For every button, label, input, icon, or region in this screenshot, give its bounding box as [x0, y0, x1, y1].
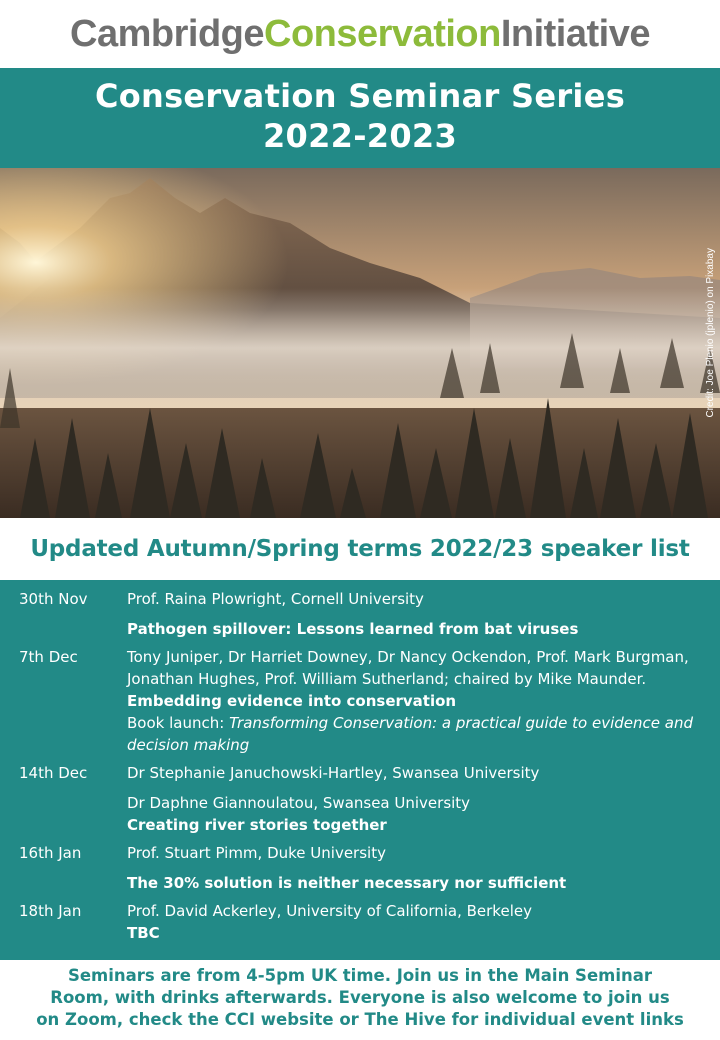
book-title: Transforming Conservation: a practical guide to evidence and decision making	[127, 714, 693, 754]
seminar-speakers: Tony Juniper, Dr Harriet Downey, Dr Nancy Ockendon, Prof. Mark Burgman, Jonathan Hughes, Prof. William Sutherland; chaired by Mike Maunder.	[127, 648, 689, 688]
seminar-talk-title: The 30% solution is neither necessary nor sufficient	[127, 874, 567, 892]
title-banner	[0, 68, 720, 168]
seminar-speakers: Prof. David Ackerley, University of California, Berkeley	[127, 902, 532, 920]
book-launch	[127, 712, 706, 756]
footer-line: on Zoom, check the CCI website or The Hive for individual event links	[36, 1010, 684, 1029]
logo-word-conservation: Conservation	[264, 12, 501, 55]
seminar-date: 16th Jan	[19, 844, 82, 862]
footer-line: Room, with drinks afterwards. Everyone is also welcome to join us	[50, 988, 670, 1007]
seminar-date: 18th Jan	[19, 902, 82, 920]
organization-logo	[0, 0, 720, 68]
seminar-speakers-second: Dr Daphne Giannoulatou, Swansea University	[127, 794, 471, 812]
speaker-list-heading: Updated Autumn/Spring terms 2022/23 speaker list	[30, 536, 690, 562]
seminar-schedule	[0, 580, 720, 960]
misty-mountain-forest-illustration	[0, 168, 720, 518]
seminar-details	[127, 762, 720, 836]
hero-image	[0, 168, 720, 518]
seminar-date: 7th Dec	[19, 648, 78, 666]
book-launch-prefix: Book launch:	[127, 714, 230, 732]
schedule-row	[0, 842, 720, 894]
photo-credit: Credit: Joe Plenio (jplenio) on Pixabay	[705, 248, 716, 418]
seminar-talk-title: TBC	[127, 924, 160, 942]
logo-word-initiative: Initiative	[500, 12, 650, 55]
schedule-row	[0, 646, 720, 756]
seminar-speakers: Prof. Stuart Pimm, Duke University	[127, 844, 386, 862]
seminar-date: 14th Dec	[19, 764, 88, 782]
seminar-details	[127, 588, 720, 640]
footer-line: Seminars are from 4-5pm UK time. Join us in the Main Seminar	[67, 966, 653, 985]
schedule-row	[0, 762, 720, 836]
seminar-details	[127, 842, 720, 894]
schedule-row	[0, 900, 720, 944]
seminar-talk-title: Pathogen spillover: Lessons learned from bat viruses	[127, 620, 579, 638]
seminar-details	[127, 646, 720, 756]
seminar-speakers: Prof. Raina Plowright, Cornell University	[127, 590, 424, 608]
footer-info	[0, 960, 720, 1040]
series-title: Conservation Seminar Series	[94, 77, 626, 115]
logo-word-cambridge: Cambridge	[70, 12, 264, 55]
seminar-details	[127, 900, 720, 944]
seminar-speakers: Dr Stephanie Januchowski-Hartley, Swansea University	[127, 764, 540, 782]
schedule-row	[0, 588, 720, 640]
seminar-talk-title: Creating river stories together	[127, 816, 387, 834]
series-years: 2022-2023	[262, 117, 458, 155]
seminar-date: 30th Nov	[19, 590, 88, 608]
seminar-talk-title: Embedding evidence into conservation	[127, 692, 457, 710]
